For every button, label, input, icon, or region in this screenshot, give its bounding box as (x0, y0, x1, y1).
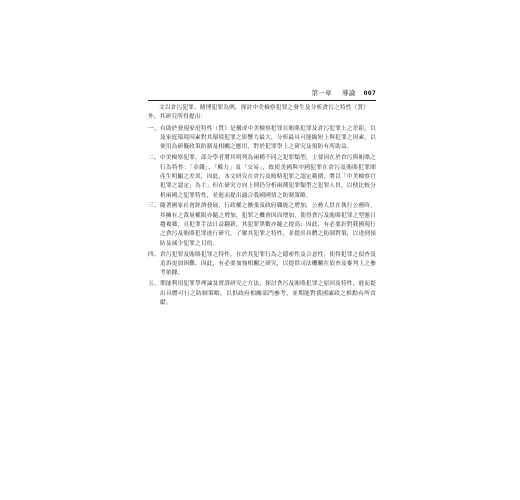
item-text: 中美檢察犯罪，部分學者將其明列為兩種不同之犯罪類型，主要因在於倉污與賄賂之行為特性：「金錢」、「權力」及「交易」，致使美國與中國犯罪在倉污及賄賂犯罪間產生明顯之差異，因此，本文研究在倉污及賄賂犯罪之認定範圍，將以「中美檢察官犯罪之認定」為主；但在研究方向上則仍分析兩種犯罪類型之犯罪人員，以便比較分析兩國之犯罪特性，並進而提出適合我國國情之防制策略。 (160, 155, 376, 199)
list-item (148, 154, 376, 201)
item-number: 五、 (148, 281, 160, 288)
item-number: 四、 (148, 251, 160, 258)
list-item (148, 125, 376, 153)
item-text: 倉污犯罪及賄賂犯罪之特性，在於其犯罪行為之隱密性及合意性，使得犯罪之偵查及追訴更加困難，因此，有必要加強相關之研究，以提供司法機關在偵查及審判上之參考依據。 (160, 251, 376, 277)
item-number: 一、 (148, 125, 160, 132)
running-head (148, 88, 376, 101)
chapter-label: 第一章 (311, 89, 332, 97)
section-title: 導論 (341, 89, 356, 97)
page-number: 007 (363, 89, 376, 97)
item-number: 二、 (148, 155, 160, 162)
list-item (148, 251, 376, 279)
body-text (148, 104, 376, 310)
list-item (148, 280, 376, 308)
item-text: 有助於發現家庭特性（質）是構成中美檢察犯罪在賄賂犯罪及倉污犯罪上之差距，以及家庭環境因素對其環境犯罪之影響力最大，分析最具可能縮短上與犯罪之因素，以便用為研擬政策防制及相關之應用，對於犯罪學上之研究及預防有所助益。 (160, 125, 376, 151)
intro-paragraph: 文以倉污犯罪、賭博犯罪為例，探討中美檢察犯罪之發生及分析貪污之特性（質）外，其研究所得提出： (148, 105, 370, 121)
item-text: 期能利用犯罪學理論及實證研究之方法，探討貪污及賄賂犯罪之原因及特性，進而提出具體可行之防制策略，以供政府相關部門參考，並期能對我國廉政之推動有所貢獻。 (160, 281, 376, 306)
list-item (148, 202, 376, 249)
item-number: 三、 (148, 203, 160, 210)
item-text: 隨著國家社會經濟發展，行政權之擴張及政府職能之增加，公務人員在執行公務時，其擁有之裁量權限亦隨之增加，犯罪之機會因而增加，使得貪污及賄賂犯罪之型態日趨複雜，且犯罪手法日益翻新，其犯罪黑數亦隨之提高；因此，有必要針對我國現行之貪污及賄賂犯罪進行研究，了解其犯罪之特性，並提出具體之防制對策，以達到預防及減少犯罪之目的。 (160, 203, 376, 247)
